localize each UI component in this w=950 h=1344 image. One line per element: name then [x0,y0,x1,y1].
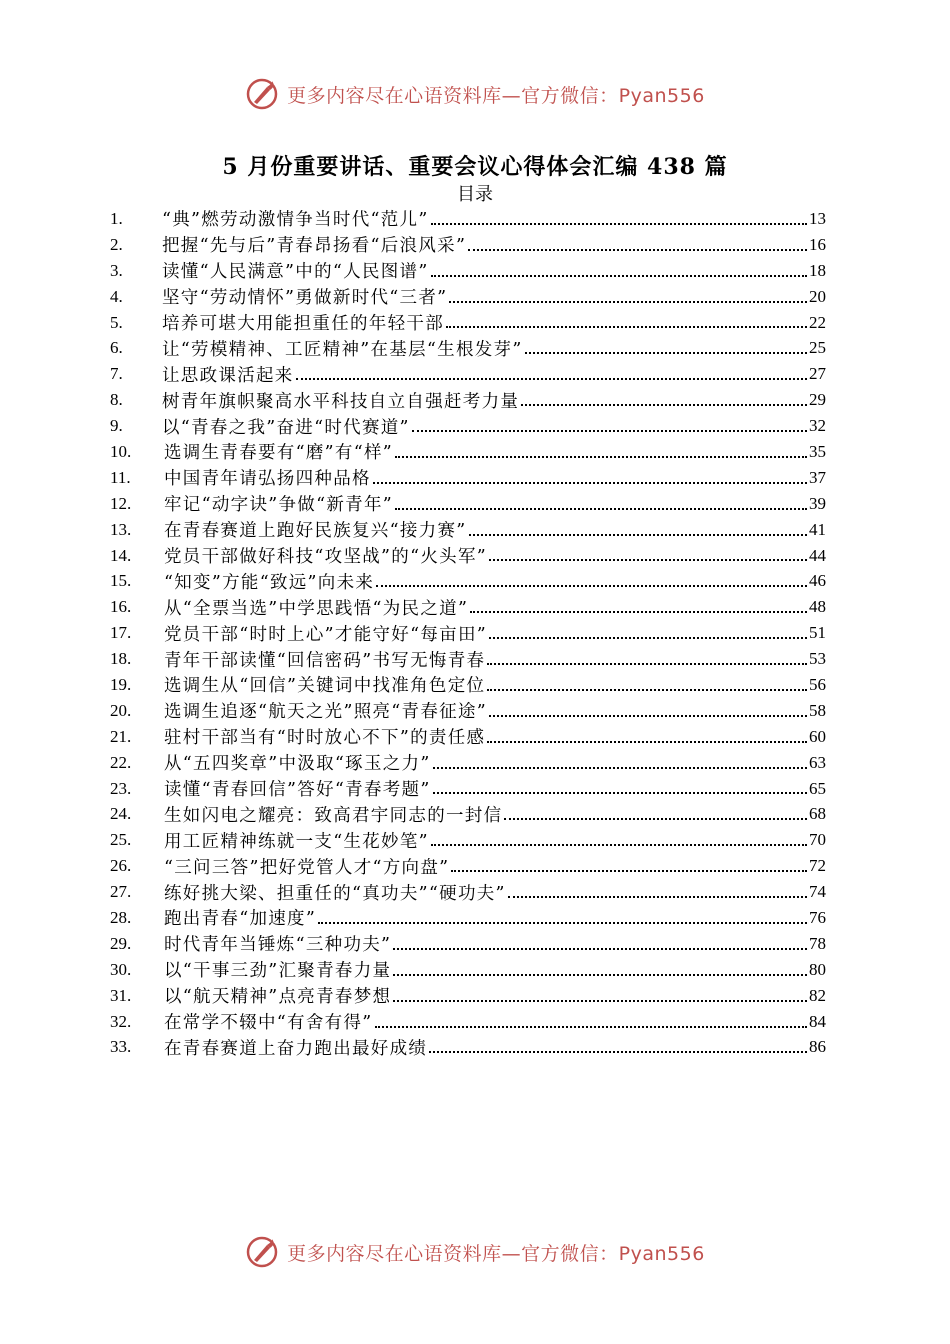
toc-entry-number: 17. [110,623,132,643]
toc-entry-number: 5. [110,312,123,332]
toc-entry-number: 1. [110,208,123,228]
header-watermark [0,74,950,114]
toc-dot-leader [487,659,807,665]
toc-entry-title: 牢记“动字诀”争做“新青年” [164,495,393,516]
toc-dot-leader [489,555,807,561]
toc-dot-leader [393,996,807,1002]
toc-entry[interactable] [110,957,826,983]
toc-entry[interactable] [110,258,826,284]
toc-entry-page: 46 [809,571,826,591]
toc-entry-number: 31. [110,985,132,1005]
toc-entry-page: 44 [809,545,826,565]
toc-entry-title: 党员干部做好科技“攻坚战”的“火头军” [164,547,487,568]
toc-entry-title: 培养可堪大用能担重任的年轻干部 [162,314,444,334]
toc-entry-title: 跑出青春“加速度” [164,909,317,930]
toc-entry-page: 72 [809,856,826,876]
toc-entry-title: 青年干部读懂“回信密码”书写无悔青春 [164,650,486,671]
toc-heading: 目录 [457,184,493,205]
toc-dot-leader [449,297,807,303]
toc-entry-page: 56 [809,674,826,694]
toc-entry-title: 让“劳模精神、工匠精神”在基层“生根发芽” [162,339,523,360]
toc-entry-page: 80 [809,959,826,979]
toc-entry-number: 2. [110,234,123,254]
toc-entry-number: 15. [110,571,132,591]
toc-entry[interactable] [110,465,826,491]
toc-entry[interactable] [110,413,826,439]
toc-entry[interactable] [110,517,826,543]
toc-entry[interactable] [110,387,826,413]
toc-entry[interactable] [110,931,826,957]
toc-dot-leader [318,918,807,924]
toc-entry[interactable] [110,206,826,232]
toc-entry-page: 25 [809,338,826,358]
toc-entry-title: “典”燃劳动激情争当时代“范儿” [162,210,429,231]
toc-entry-page: 70 [809,830,826,850]
toc-dot-leader [433,763,807,769]
toc-entry-number: 8. [110,390,123,410]
toc-dot-leader [487,737,807,743]
toc-dot-leader [489,711,807,717]
toc-entry[interactable] [110,776,826,802]
toc-dot-leader [489,633,807,639]
toc-entry[interactable] [110,646,826,672]
toc-dot-leader [521,400,807,406]
toc-entry[interactable] [110,232,826,258]
toc-entry-title: 选调生追逐“航天之光”照亮“青春征途” [164,702,487,723]
toc-entry-page: 74 [809,882,826,902]
toc-dot-leader [395,452,807,458]
toc-dot-leader [373,478,807,484]
toc-dot-leader [468,245,807,251]
toc-dot-leader [393,970,807,976]
toc-entry-page: 48 [809,597,826,617]
toc-entry-page: 37 [809,467,826,487]
toc-entry-number: 9. [110,416,123,436]
toc-entry[interactable] [110,905,826,931]
toc-entry-title: 党员干部“时时上心”才能守好“每亩田” [164,624,487,645]
toc-entry-title: 选调生从“回信”关键词中找准角色定位 [164,676,486,697]
toc-dot-leader [470,607,807,613]
toc-entry-page: 51 [809,623,826,643]
toc-entry-title: 以“青春之我”奋进“时代赛道” [162,417,410,438]
toc-entry-title: 读懂“青春回信”答好“青春考题” [164,780,431,801]
toc-entry[interactable] [110,879,826,905]
toc-entry-number: 16. [110,597,132,617]
toc-entry[interactable] [110,284,826,310]
header-watermark-text: 更多内容尽在心语资料库—官方微信：Pyan556 [287,84,705,107]
toc-entry[interactable] [110,672,826,698]
toc-entry-title: 驻村干部当有“时时放心不下”的责任感 [164,728,486,749]
toc-entry-title: 树青年旗帜聚高水平科技自立自强赶考力量 [162,391,520,412]
toc-entry-number: 24. [110,804,132,824]
toc-dot-leader [451,866,807,872]
toc-entry-number: 13. [110,519,132,539]
toc-entry-page: 65 [809,778,826,798]
toc-entry[interactable] [110,724,826,750]
document-title: 5 月份重要讲话、重要会议心得体会汇编 438 篇 [222,154,728,180]
toc-entry[interactable] [110,801,826,827]
toc-entry-title: 把握“先与后”青春昂扬看“后浪风采” [162,236,467,257]
toc-dot-leader [508,892,807,898]
toc-dot-leader [487,685,807,691]
toc-entry-number: 11. [110,467,131,487]
footer-watermark-text: 更多内容尽在心语资料库—官方微信：Pyan556 [287,1242,705,1265]
toc-entry-page: 76 [809,907,826,927]
toc-entry-number: 25. [110,830,132,850]
toc-dot-leader [376,581,807,587]
toc-entry[interactable] [110,983,826,1009]
toc-entry-number: 32. [110,1011,132,1031]
toc-dot-leader [429,1047,807,1053]
toc-dot-leader [375,1022,808,1028]
toc-entry-page: 82 [809,985,826,1005]
toc-entry[interactable] [110,310,826,336]
toc-entry-page: 39 [809,493,826,513]
toc-entry-number: 14. [110,545,132,565]
feather-pen-circle-icon [245,77,279,111]
toc-dot-leader [469,530,808,536]
toc-entry-number: 18. [110,649,132,669]
toc-entry-page: 16 [809,234,826,254]
toc-entry[interactable] [110,698,826,724]
toc-dot-leader [446,322,807,328]
toc-entry[interactable] [110,439,826,465]
toc-entry-number: 21. [110,726,132,746]
toc-entry-page: 58 [809,700,826,720]
toc-entry-number: 27. [110,882,132,902]
toc-entry[interactable] [110,750,826,776]
toc-entry-title: 从“全票当选”中学思践悟“为民之道” [164,598,469,619]
toc-entry[interactable] [110,335,826,361]
footer-watermark [0,1232,950,1272]
toc-dot-leader [296,374,807,380]
toc-entry-number: 7. [110,364,123,384]
toc-entry-number: 26. [110,856,132,876]
toc-entry-title: 选调生青春要有“磨”有“样” [164,443,393,464]
toc-entry-page: 63 [809,752,826,772]
toc-entry[interactable] [110,568,826,594]
toc-dot-leader [412,426,807,432]
toc-entry-number: 4. [110,286,123,306]
toc-entry-title: 读懂“人民满意”中的“人民图谱” [162,262,429,283]
toc-dot-leader [431,271,807,277]
toc-entry-number: 22. [110,752,132,772]
toc-entry-title: 在青春赛道上跑好民族复兴“接力赛” [164,521,467,542]
toc-entry-page: 29 [809,390,826,410]
toc-entry-page: 86 [809,1037,826,1057]
toc-entry-number: 6. [110,338,123,358]
toc-entry-page: 35 [809,441,826,461]
table-of-contents [110,206,826,1060]
toc-entry-page: 22 [809,312,826,332]
toc-entry-page: 68 [809,804,826,824]
toc-entry-number: 29. [110,933,132,953]
toc-entry-page: 84 [809,1011,826,1031]
toc-entry-page: 78 [809,933,826,953]
toc-entry-page: 13 [809,208,826,228]
toc-dot-leader [395,504,807,510]
toc-entry[interactable] [110,620,826,646]
toc-entry-title: 在常学不辍中“有舍有得” [164,1013,373,1034]
toc-entry[interactable] [110,1035,826,1061]
toc-entry-page: 53 [809,649,826,669]
toc-dot-leader [431,219,807,225]
toc-entry[interactable] [110,827,826,853]
toc-entry[interactable] [110,853,826,879]
toc-entry[interactable] [110,594,826,620]
toc-entry-title: 坚守“劳动情怀”勇做新时代“三者” [162,288,448,309]
toc-entry-page: 27 [809,364,826,384]
toc-entry-title: “三问三答”把好党管人才“方向盘” [164,857,450,878]
toc-entry[interactable] [110,1009,826,1035]
toc-dot-leader [525,348,807,354]
toc-entry-title: 以“航天精神”点亮青春梦想 [164,987,392,1008]
toc-entry-title: 生如闪电之耀亮：致高君宇同志的一封信 [164,805,503,826]
toc-entry-title: 让思政课活起来 [162,365,294,386]
toc-entry-number: 23. [110,778,132,798]
toc-entry-page: 32 [809,416,826,436]
toc-entry-number: 19. [110,674,132,694]
toc-entry-title: “知变”方能“致远”向未来 [164,572,375,593]
toc-dot-leader [393,944,807,950]
toc-entry-title: 用工匠精神练就一支“生花妙笔” [164,831,429,852]
toc-entry-number: 12. [110,493,132,513]
toc-entry-title: 在青春赛道上奋力跑出最好成绩 [164,1038,428,1059]
toc-dot-leader [433,788,807,794]
toc-entry-number: 33. [110,1037,132,1057]
toc-entry-number: 20. [110,700,132,720]
toc-entry[interactable] [110,491,826,517]
toc-entry-page: 41 [809,519,826,539]
feather-pen-circle-icon [245,1235,279,1269]
toc-entry[interactable] [110,361,826,387]
toc-entry-title: 练好挑大梁、担重任的“真功夫”“硬功夫” [164,883,506,904]
toc-entry-page: 60 [809,726,826,746]
toc-dot-leader [504,814,807,820]
toc-entry-title: 中国青年请弘扬四种品格 [164,469,371,490]
toc-entry-number: 10. [110,441,132,461]
toc-entry-page: 20 [809,286,826,306]
toc-entry-title: 从“五四奖章”中汲取“琢玉之力” [164,754,431,775]
toc-entry-number: 3. [110,260,123,280]
toc-entry-page: 18 [809,260,826,280]
toc-entry-title: 时代青年当锤炼“三种功夫” [164,935,392,956]
toc-dot-leader [431,840,807,846]
toc-entry[interactable] [110,543,826,569]
toc-entry-title: 以“干事三劲”汇聚青春力量 [164,961,392,982]
toc-entry-number: 30. [110,959,132,979]
toc-entry-number: 28. [110,907,132,927]
